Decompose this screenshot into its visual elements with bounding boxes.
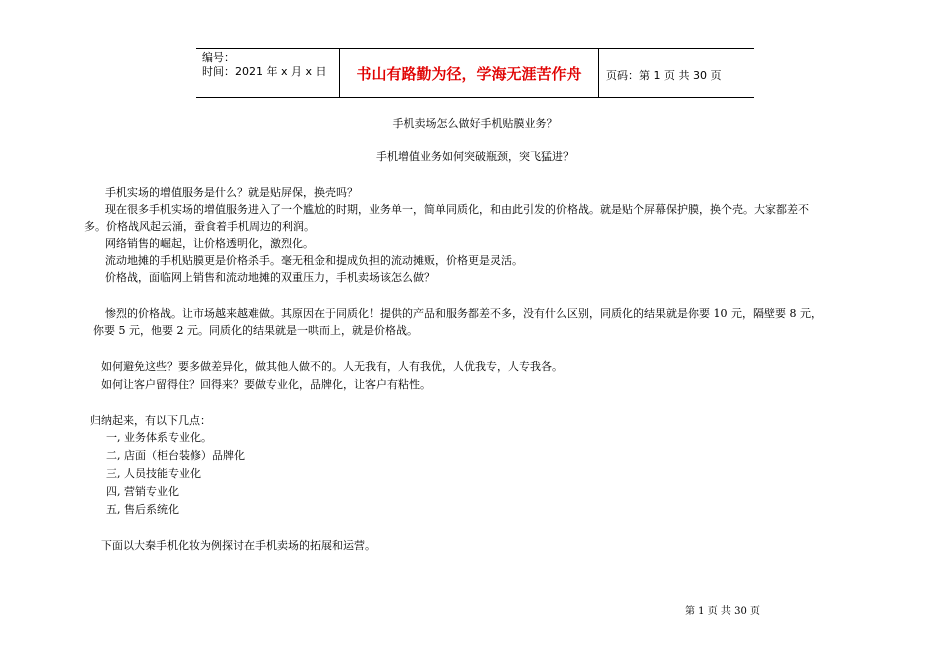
header-meta — [202, 51, 338, 79]
list-item: 三, 人员技能专业化 — [106, 467, 201, 480]
paragraph-5: 价格战，面临网上销售和流动地摊的双重压力，手机卖场该怎么做？ — [105, 271, 435, 284]
document-header — [196, 48, 754, 98]
paragraph-1: 手机实场的增值服务是什么？就是贴屏保，换壳吗？ — [105, 186, 358, 199]
paragraph-8: 如何让客户留得住？回得来？要做专业化，品牌化，让客户有粘性。 — [101, 378, 431, 391]
list-item: 五, 售后系统化 — [106, 503, 179, 516]
paragraph-7: 如何避免这些？要多做差异化，做其他人做不的。人无我有，人有我优，人优我专，人专我各。 — [101, 360, 563, 373]
time-label: 时间：2021 年 x 月 x 日 — [202, 65, 327, 78]
paragraph-3: 网络销售的崛起，让价格透明化，激烈化。 — [105, 237, 314, 250]
paragraph-6-line-1: 惨烈的价格战。让市场越来越难做。其原因在于同质化！提供的产品和服务都差不多，没有什么区别，同质化的结果就是你要 10 元，隔壁要 8 元， — [105, 307, 822, 320]
title-secondary: 手机增值业务如何突破瓶颈，突飞猛进？ — [376, 150, 574, 163]
paragraph-2-line-2: 多。价格战风起云涌，蚕食着手机周边的利润。 — [84, 220, 315, 233]
paragraph-2-line-1: 现在很多手机实场的增值服务进入了一个尴尬的时期，业务单一，简单同质化，和由此引发的价格战。就是贴个屏幕保护膜，换个壳。大家都差不 — [105, 203, 809, 216]
summary-heading: 归纳起来，有以下几点： — [90, 414, 211, 427]
header-motto: 书山有路勤为径，学海无涯苦作舟 — [339, 49, 599, 97]
paragraph-4: 流动地摊的手机贴膜更是价格杀手。毫无租金和提成负担的流动摊贩，价格更是灵活。 — [105, 254, 523, 267]
list-item: 一, 业务体系专业化。 — [106, 431, 212, 444]
title-primary: 手机卖场怎么做好手机贴膜业务？ — [392, 117, 558, 130]
paragraph-10: 下面以大秦手机化妆为例探讨在手机卖场的拓展和运营。 — [101, 539, 376, 552]
paragraph-6-line-2: 你要 5 元，他要 2 元。同质化的结果就是一哄而上，就是价格战。 — [93, 324, 418, 337]
list-item: 四, 营销专业化 — [106, 485, 179, 498]
list-item: 二, 店面（柜台装修）品牌化 — [106, 449, 245, 462]
header-page-info: 页码：第 1 页 共 30 页 — [606, 69, 722, 82]
page-footer: 第 1 页 共 30 页 — [685, 606, 760, 617]
number-label: 编号： — [202, 51, 235, 64]
